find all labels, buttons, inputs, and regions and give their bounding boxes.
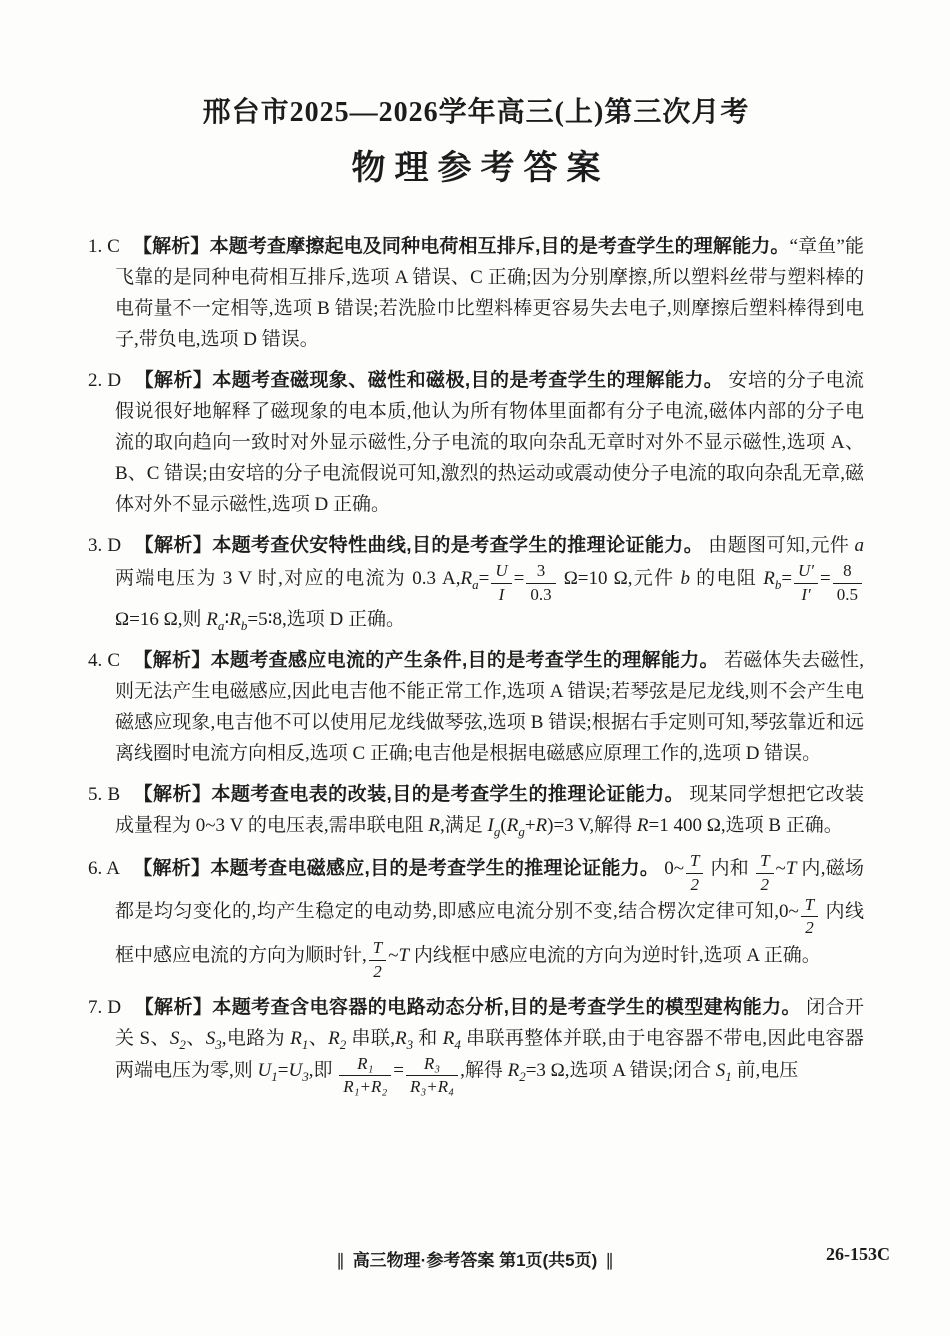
- analysis-label: 【解析】本题考查感应电流的产生条件,目的是考查学生的理解能力。: [133, 650, 719, 672]
- answer-text: 【解析】本题考查电表的改装,目的是考查学生的推理论证能力。 现某同学想把它改装成量程为 0~3 V 的电压表,需串联电阻 R,满足 $I_g(R_g+R)=3$ V,解得 R=1 400 Ω,选项 B 正确。: [115, 784, 864, 840]
- math-subscript-variable: $S_1$: [715, 1060, 732, 1084]
- math-fraction: $\frac{T}{2}$: [756, 851, 773, 894]
- math-subscript-variable: $S_3$: [205, 1027, 222, 1052]
- answer-text: 【解析】本题考查含电容器的电路动态分析,目的是考查学生的模型建构能力。 闭合开关 S、$S_2$、$S_3$,电路为 $R_1$、$R_2$ 串联$,R_3$ 和 $R_4$ 串联再整体并联,由于电容器不带电,因此电容器两端电压为零,则 $U_1=U_3$,即 $\frac{\text{R₁}}{\text{R₁+R₂}}$ = $\frac{\text{R₃}}{\text{R₃+R₄}}$ ,解得 $R_2=3$ Ω,选项 A 错误;闭合 $S_1$ 前,电压: [115, 996, 864, 1097]
- footer-mark-left: ∥: [336, 1251, 345, 1270]
- math-fraction: $\frac{8}{0.5}$: [833, 561, 862, 604]
- math-fraction: $\frac{U}{I}$: [491, 561, 511, 604]
- answer-number-and-letter: 5. B: [88, 784, 121, 806]
- math-subscript-variable: $S_2$: [169, 1027, 186, 1052]
- answer-number-and-letter: 2. D: [88, 370, 122, 391]
- math-fraction: $\frac{T}{2}$: [801, 895, 818, 938]
- analysis-label: 【解析】本题考查电磁感应,目的是考查学生的推理论证能力。: [132, 857, 660, 879]
- math-subscript-variable: $R_b$: [763, 567, 782, 592]
- analysis-label: 【解析】本题考查含电容器的电路动态分析,目的是考查学生的模型建构能力。: [134, 996, 801, 1018]
- analysis-label: 【解析】本题考查磁现象、磁性和磁极,目的是考查学生的理解能力。: [134, 370, 724, 391]
- math-fraction: $\frac{T}{2}$: [369, 938, 386, 981]
- math-subscript-variable: $R_1$: [290, 1027, 309, 1052]
- math-subscript-variable: $R_a$: [206, 609, 225, 634]
- answer-number-and-letter: 7. D: [88, 996, 122, 1018]
- answer-number-and-letter: 6. A: [88, 857, 120, 879]
- answer-key-title: 物理参考答案: [351, 150, 610, 187]
- answer-text: 【解析】本题考查磁现象、磁性和磁极,目的是考查学生的理解能力。 安培的分子电流假说很好地解释了磁现象的电本质,他认为所有物体里面都有分子电流,磁体内部的分子电流的取向趋向一致时对外显示磁性,分子电流的取向杂乱无章时对外不显示磁性,选项 A、B、C 错误;由安培的分子电流假说可知,激烈的热运动或震动使分子电流的取向杂乱无章,磁体对外不显示磁性,选项 D 正确。: [115, 370, 864, 515]
- math-subscript-variable: $U_3$: [288, 1060, 309, 1084]
- footer-mark-right: ∥: [605, 1251, 614, 1270]
- footer-text: 高三物理·参考答案 第1页(共5页): [352, 1251, 598, 1270]
- answer-item: [88, 530, 864, 635]
- answer-number-and-letter: 3. D: [88, 535, 122, 556]
- math-variable: T: [785, 857, 797, 879]
- math-subscript-variable: $R_2$: [328, 1027, 347, 1052]
- answer-number-and-letter: 4. C: [88, 650, 121, 672]
- paper-code: 26-153C: [826, 1244, 890, 1264]
- answer-text: 【解析】本题考查电磁感应,目的是考查学生的推理论证能力。 0~ $\frac{T}{2}$ 内和 $\frac{T}{2}$ ~T 内,磁场都是均匀变化的,均产生稳定的电动势,即感应电流分别不变,结合楞次定律可知,0~ $\frac{T}{2}$ 内线框中感应电流的方向为顺时针, $\frac{T}{2}$ ~T 内线框中感应电流的方向为逆时针,选项 A 正确。: [115, 851, 864, 981]
- analysis-label: 【解析】本题考查摩擦起电及同种电荷相互排斥,目的是考查学生的理解能力。: [132, 236, 790, 257]
- answer-item: [88, 231, 864, 355]
- math-subscript-variable: $R_a$: [460, 567, 479, 592]
- math-fraction: $\frac{\text{R₁}}{\text{R₁+R₂}}$: [339, 1054, 391, 1097]
- math-variable: b: [680, 567, 691, 589]
- answer-text: 【解析】本题考查摩擦起电及同种电荷相互排斥,目的是考查学生的理解能力。“章鱼”能飞靠的是同种电荷相互排斥,选项 A 错误、C 正确;因为分别摩擦,所以塑料丝带与塑料棒的电荷量不一定相等,选项 B 错误;若洗脸巾比塑料棒更容易失去电子,则摩擦后塑料棒得到电子,带负电,选项 D 错误。: [115, 236, 864, 350]
- answer-text: 【解析】本题考查感应电流的产生条件,目的是考查学生的理解能力。 若磁体失去磁性,则无法产生电磁感应,因此电吉他不能正常工作,选项 A 错误;若琴弦是尼龙线,则不会产生电磁感应现象,电吉他不可以使用尼龙线做琴弦,选项 B 错误;根据右手定则可知,琴弦靠近和远离线圈时电流方向相反,选项 C 正确;电吉他是根据电磁感应原理工作的,选项 D 错误。: [115, 650, 864, 765]
- math-variable: a: [854, 535, 864, 556]
- answer-item: [88, 851, 864, 981]
- math-subscript-variable: $I_g$: [487, 815, 501, 840]
- answer-text: 【解析】本题考查伏安特性曲线,目的是考查学生的推理论证能力。 由题图可知,元件 a 两端电压为 3 V 时,对应的电流为 0.3 $A,R_a=$ $\frac{U}{I}$ = $\frac{3}{0.3}$ Ω=10 Ω,元件 b 的电阻 $R_b=$ $\frac{U'}{I'}$ = $\frac{8}{0.5}$ Ω=16 Ω,则 $R_a∶R_b=5∶8$,选项 D 正确。: [115, 535, 864, 634]
- math-fraction: $\frac{3}{0.3}$: [526, 561, 555, 604]
- math-subscript-variable: $R_3$: [394, 1027, 414, 1052]
- math-fraction: $\frac{\text{R₃}}{\text{R₃+R₄}}$: [406, 1054, 458, 1097]
- math-subscript-variable: $R_g$: [506, 815, 525, 840]
- math-variable: T: [398, 944, 410, 966]
- math-variable: R: [428, 815, 441, 837]
- answer-item: [88, 645, 864, 769]
- answer-number-and-letter: 1. C: [88, 236, 120, 257]
- math-fraction: $\frac{U'}{I'}$: [794, 561, 818, 604]
- answer-item: [88, 365, 864, 520]
- answers-list: [88, 231, 864, 1097]
- footer-caption: [0, 1246, 950, 1271]
- math-variable: R: [636, 815, 649, 837]
- answer-item: [88, 992, 864, 1097]
- analysis-label: 【解析】本题考查电表的改装,目的是考查学生的推理论证能力。: [133, 784, 685, 806]
- analysis-label: 【解析】本题考查伏安特性曲线,目的是考查学生的推理论证能力。: [134, 535, 704, 556]
- math-fraction: $\frac{T}{2}$: [686, 851, 703, 894]
- math-subscript-variable: $R_b$: [229, 609, 248, 634]
- answer-item: [88, 779, 864, 841]
- math-subscript-variable: $U_1$: [257, 1060, 278, 1084]
- math-subscript-variable: $R_2$: [507, 1060, 526, 1084]
- math-subscript-variable: $R_4$: [442, 1027, 461, 1052]
- exam-title: 邢台市2025—2026学年高三(上)第三次月考: [202, 97, 750, 128]
- page-footer: [0, 1246, 950, 1271]
- math-variable: R: [535, 815, 548, 837]
